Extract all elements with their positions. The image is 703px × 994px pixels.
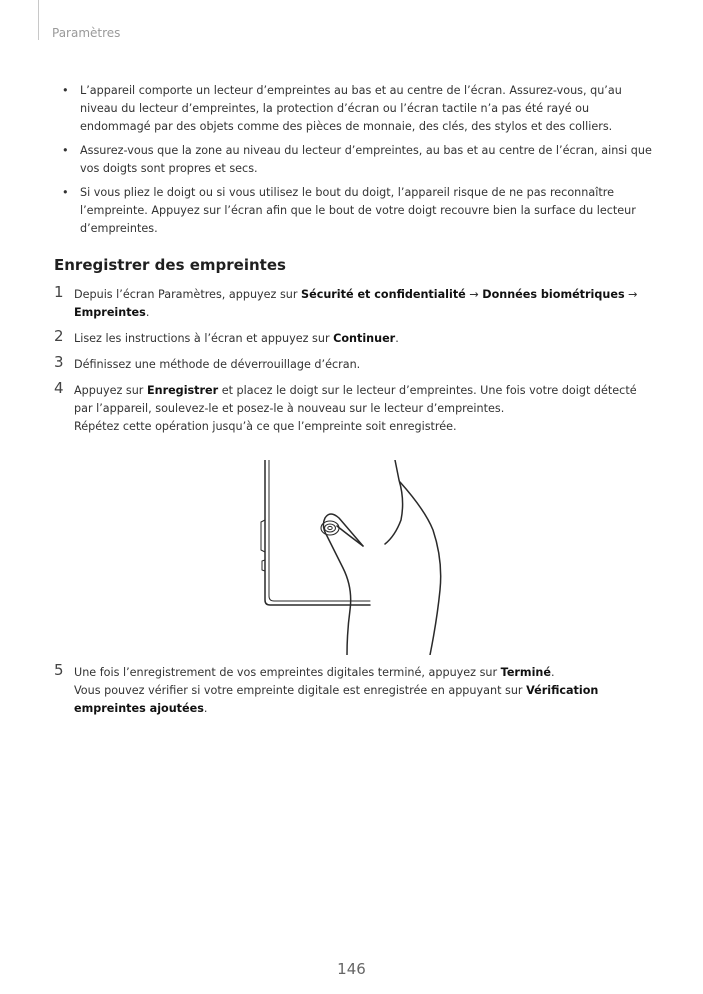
step-1: [54, 283, 654, 322]
step-4: [54, 379, 654, 436]
step-text: Appuyez sur: [74, 384, 147, 397]
step-text: Vous pouvez vérifier si votre empreinte digitale est enregistrée en appuyant sur: [74, 684, 527, 697]
steps-list-continued: [54, 661, 654, 718]
register-label: Enregistrer: [146, 384, 219, 397]
bullet-text: L’appareil comporte un lecteur d’empreintes au bas et au centre de l’écran. Assurez-vous, qu’au niveau du lecteur d’empreintes, la protection d’écran ou l’écran tactile n’a pas été rayé ou endommagé par des objets comme des pièces de monnaie, des clés, des stylos et des colliers.: [80, 84, 622, 133]
bullet-text: Assurez-vous que la zone au niveau du lecteur d’empreintes, au bas et au centre de l’écran, ainsi que vos doigts sont propres et secs.: [80, 144, 652, 175]
step-5: [54, 661, 654, 718]
section-header: Paramètres: [52, 26, 121, 40]
step-text: .: [395, 332, 399, 345]
step-5-block: [54, 661, 654, 726]
bullet-icon: •: [62, 186, 69, 199]
step-text: Définissez une méthode de déverrouillage d’écran.: [74, 358, 361, 371]
phone-outline: [265, 460, 370, 605]
step-number: 3: [54, 353, 64, 371]
step-number: 4: [54, 379, 64, 397]
finger-outline: [385, 460, 403, 544]
step-number: 2: [54, 327, 64, 345]
bullet-text: Si vous pliez le doigt ou si vous utilisez le bout du doigt, l’appareil risque de ne pas reconnaître l’empreinte. Appuyez sur l’écran afin que le bout de votre doigt recouvre bien la surface du lecteur d’empreintes.: [80, 186, 636, 235]
step-text: Depuis l’écran Paramètres, appuyez sur: [74, 288, 302, 301]
main-content: [54, 82, 654, 444]
step-text: Lisez les instructions à l’écran et appuyez sur: [74, 332, 334, 345]
step-text: .: [203, 702, 208, 715]
step-text: et placez le doigt sur le lecteur d’empreintes. Une fois votre doigt détecté par l’appareil, soulevez-le et posez-le à nouveau sur le lecteur d’empreintes.: [74, 384, 637, 415]
step-3: [54, 353, 654, 374]
hand-outline: [400, 482, 441, 655]
section-title: Enregistrer des empreintes: [54, 256, 286, 274]
fingerprint-icon: [325, 524, 336, 532]
fingerprint-icon: [328, 526, 332, 529]
step-text: .: [550, 666, 555, 679]
menu-biometrics: Données biométriques: [482, 288, 625, 301]
precautions-list: [54, 82, 654, 238]
done-label: Terminé: [500, 666, 551, 679]
menu-fingerprints: Empreintes: [74, 306, 146, 319]
arrow-separator: →: [624, 288, 638, 301]
page-number: 146: [337, 960, 366, 978]
list-item: [54, 82, 654, 136]
verify-fingerprints-label: Vérification empreintes ajoutées: [74, 684, 599, 715]
step-text: Une fois l’enregistrement de vos empreintes digitales terminé, appuyez sur: [74, 666, 501, 679]
steps-list: [54, 283, 654, 436]
phone-outline: [269, 460, 370, 601]
step-text: Répétez cette opération jusqu’à ce que l’empreinte soit enregistrée.: [74, 420, 457, 433]
step-2: [54, 327, 654, 348]
bullet-icon: •: [62, 144, 69, 157]
step-number: 5: [54, 661, 64, 679]
list-item: [54, 142, 654, 178]
continue-label: Continuer: [333, 332, 396, 345]
list-item: [54, 184, 654, 238]
header-divider: [38, 0, 39, 40]
thumb-outline: [337, 526, 363, 546]
fingerprint-illustration: [235, 460, 455, 655]
step-text: .: [145, 306, 150, 319]
arrow-separator: →: [465, 288, 483, 301]
bullet-icon: •: [62, 84, 69, 97]
step-number: 1: [54, 283, 64, 301]
menu-security-privacy: Sécurité et confidentialité: [301, 288, 466, 301]
